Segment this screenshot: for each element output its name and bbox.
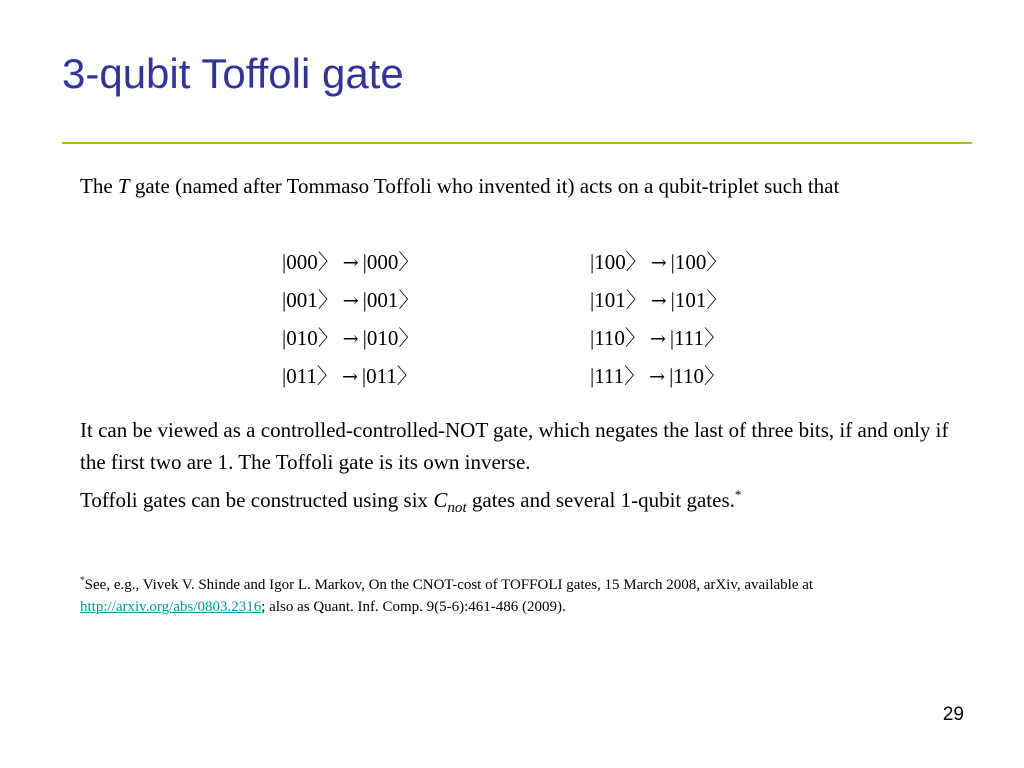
title-divider [62,142,972,144]
arrow-icon: → [342,290,359,312]
cnot-symbol: C [433,488,448,512]
arrow-icon: → [650,252,667,274]
footnote [80,574,960,618]
mapping-to: |000〉 [362,250,420,274]
mapping-to: |111〉 [669,326,726,350]
construction-paragraph [80,484,955,516]
mapping-to: |010〉 [362,326,420,350]
cnot-subscript: not [447,500,467,517]
mapping-from: |010〉 [282,326,339,350]
mapping-to: |110〉 [669,364,726,388]
slide-title: 3-qubit Toffoli gate [62,50,404,97]
mapping-to: |001〉 [362,288,420,312]
mapping-row [282,288,419,313]
footnote-mark: * [80,576,85,586]
gate-symbol: T [117,174,130,198]
footnote-reference[interactable]: * [734,487,742,502]
mapping-from: |001〉 [282,288,339,312]
arrow-icon: → [649,328,666,350]
arrow-icon: → [649,366,666,388]
footnote-text-after: ; also as Quant. Inf. Comp. 9(5-6):461-486 (2009). [261,599,566,615]
mapping-from: |101〉 [590,288,647,312]
mapping-from: |100〉 [590,250,647,274]
mapping-from: |000〉 [282,250,339,274]
mapping-row [590,326,725,351]
mapping-row [282,326,419,351]
mapping-from: |110〉 [590,326,646,350]
construction-text-before: Toffoli gates can be constructed using six [80,488,434,512]
intro-text-after: gate (named after Tommaso Toffoli who invented it) acts on a qubit-triplet such that [129,174,840,198]
intro-paragraph [80,170,955,202]
mapping-row [282,250,419,275]
mapping-from: |111〉 [590,364,646,388]
mapping-row [590,288,727,313]
construction-text-after: gates and several 1-qubit gates. [466,488,735,512]
arrow-icon: → [342,252,359,274]
footnote-text: See, e.g., Vivek V. Shinde and Igor L. Markov, On the CNOT-cost of TOFFOLI gates, 15 March 2008, arXiv, available at [84,577,814,593]
mapping-row [590,364,725,389]
mapping-to: |101〉 [670,288,728,312]
arrow-icon: → [650,290,667,312]
arrow-icon: → [341,366,358,388]
mapping-to: |100〉 [670,250,728,274]
ccnot-paragraph: It can be viewed as a controlled-controlled-NOT gate, which negates the last of three bits, if and only if the first two are 1. The Toffoli gate is its own inverse. [80,418,949,474]
mapping-row [590,250,727,275]
slide-number: 29 [942,704,964,725]
arrow-icon: → [342,328,359,350]
arxiv-link[interactable]: http://arxiv.org/abs/0803.2316 [80,599,262,615]
intro-text-before: The [80,174,118,198]
mapping-from: |011〉 [282,364,338,388]
mapping-to: |011〉 [361,364,418,388]
mapping-row [282,364,418,389]
